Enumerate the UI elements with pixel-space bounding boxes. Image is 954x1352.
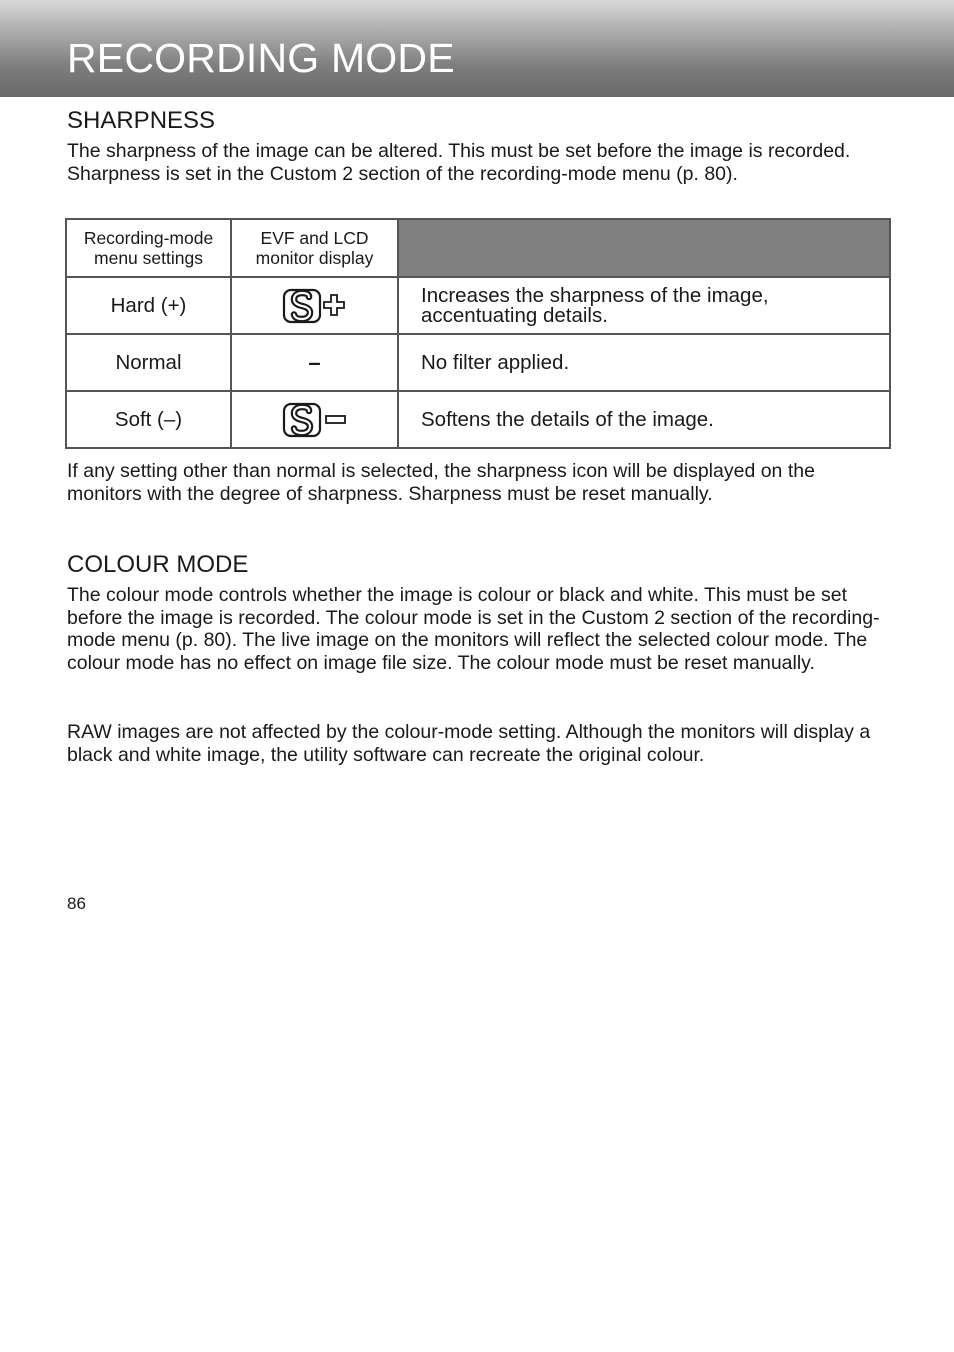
column-header-display: EVF and LCD monitor display xyxy=(231,219,398,277)
sharpness-intro: The sharpness of the image can be altered. This must be set before the image is recorded. Sharpness is set in the Custom 2 section of the recording-mode menu (p. 80). xyxy=(67,140,851,185)
sharpness-note: If any setting other than normal is selected, the sharpness icon will be displayed on the monitors with the degree of sharpness. Sharpness must be reset manually. xyxy=(67,460,815,505)
table-row xyxy=(66,391,890,448)
sharpness-table xyxy=(65,218,891,449)
description-cell: Softens the details of the image. xyxy=(398,391,890,448)
sharpness-hard-icon xyxy=(282,288,348,324)
page-number: 86 xyxy=(67,894,86,913)
table-row xyxy=(66,277,890,334)
column-header-settings: Recording-mode menu settings xyxy=(66,219,231,277)
setting-cell: Hard (+) xyxy=(66,277,231,334)
description-cell: Increases the sharpness of the image, accentuating details. xyxy=(398,277,890,334)
colour-mode-paragraph-2: RAW images are not affected by the colour-mode setting. Although the monitors will display a black and white image, the utility software can recreate the original colour. xyxy=(67,721,871,766)
colour-mode-paragraph-1: The colour mode controls whether the image is colour or black and white. This must be set before the image is recorded. The colour mode is set in the Custom 2 section of the recording-mode menu (p. 80). The live image on the monitors will reflect the selected colour mode. The colour mode has no effect on image file size. The colour mode must be reset manually. xyxy=(67,584,880,674)
description-cell: No filter applied. xyxy=(398,334,890,391)
table-header-row xyxy=(66,219,890,277)
colour-mode-heading: COLOUR MODE xyxy=(67,551,249,578)
page-header xyxy=(0,0,954,97)
display-cell xyxy=(231,277,398,334)
page-title: RECORDING MODE xyxy=(67,35,455,81)
sharpness-heading: SHARPNESS xyxy=(67,107,216,134)
sharpness-soft-icon xyxy=(282,402,348,438)
table-row xyxy=(66,334,890,391)
display-cell: – xyxy=(231,334,398,391)
display-cell xyxy=(231,391,398,448)
setting-cell: Soft (–) xyxy=(66,391,231,448)
setting-cell: Normal xyxy=(66,334,231,391)
column-header-description xyxy=(398,219,890,277)
